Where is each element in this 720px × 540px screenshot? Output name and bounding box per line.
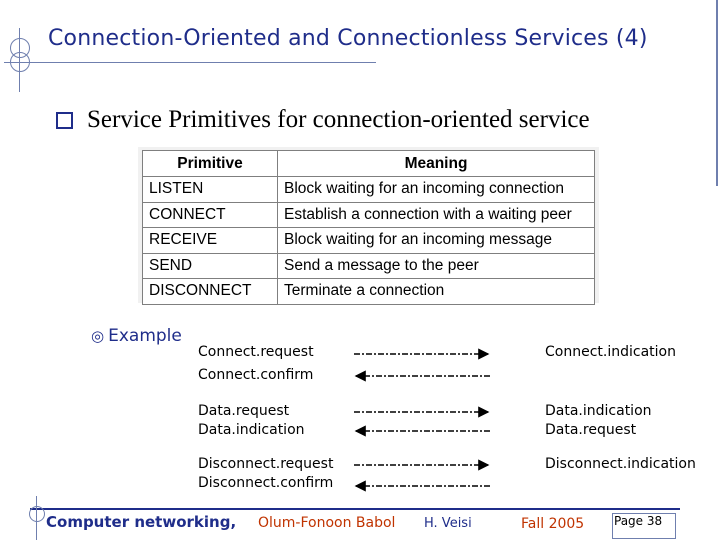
primitives-table-container <box>138 147 599 303</box>
left-primitive-label: Data.indication <box>198 422 305 438</box>
footer-university: Olum-Fonoon Babol <box>258 515 396 531</box>
right-primitive-label: Data.request <box>545 422 637 438</box>
meaning-cell: Terminate a connection <box>278 279 595 305</box>
column-header: Meaning <box>278 151 595 177</box>
left-primitive-label: Disconnect.confirm <box>198 475 334 491</box>
message-arrows <box>350 345 495 495</box>
left-primitive-label: Data.request <box>198 403 290 419</box>
column-header: Primitive <box>143 151 278 177</box>
right-primitive-label: Connect.indication <box>545 344 676 360</box>
primitive-cell: RECEIVE <box>143 228 278 254</box>
bullet-text: Service Primitives for connection-oriented service <box>87 106 590 133</box>
decorative-circle-icon <box>29 506 45 522</box>
footer-author: H. Veisi <box>424 516 472 531</box>
right-primitive-label: Data.indication <box>545 403 652 419</box>
footer-rule <box>30 508 680 510</box>
example-label <box>91 326 182 346</box>
left-primitive-label: Connect.confirm <box>198 367 314 383</box>
decorative-title-underline <box>4 62 376 63</box>
primitive-cell: LISTEN <box>143 177 278 203</box>
primitive-cell: CONNECT <box>143 202 278 228</box>
left-primitive-label: Disconnect.request <box>198 456 334 472</box>
table-header-row <box>143 151 595 177</box>
meaning-cell: Block waiting for an incoming message <box>278 228 595 254</box>
table-row <box>143 279 595 305</box>
table-row <box>143 202 595 228</box>
footer-course: Computer networking, <box>46 513 237 531</box>
target-bullet-icon: ◎ <box>91 327 105 345</box>
bullet-item <box>56 106 590 134</box>
decorative-right-bar <box>716 0 718 186</box>
left-primitive-label: Connect.request <box>198 344 314 360</box>
table-row <box>143 177 595 203</box>
footer-term: Fall 2005 <box>521 516 585 532</box>
right-primitive-label: Disconnect.indication <box>545 456 696 472</box>
example-text: Example <box>108 326 182 346</box>
decorative-circle-icon <box>10 52 30 72</box>
primitive-cell: SEND <box>143 253 278 279</box>
slide-title: Connection-Oriented and Connectionless Services (4) <box>48 26 648 51</box>
meaning-cell: Block waiting for an incoming connection <box>278 177 595 203</box>
meaning-cell: Establish a connection with a waiting peer <box>278 202 595 228</box>
square-bullet-icon <box>56 112 73 129</box>
meaning-cell: Send a message to the peer <box>278 253 595 279</box>
page-number: Page 38 <box>614 514 663 528</box>
table-row <box>143 253 595 279</box>
primitive-cell: DISCONNECT <box>143 279 278 305</box>
primitives-table <box>142 150 595 305</box>
table-row <box>143 228 595 254</box>
